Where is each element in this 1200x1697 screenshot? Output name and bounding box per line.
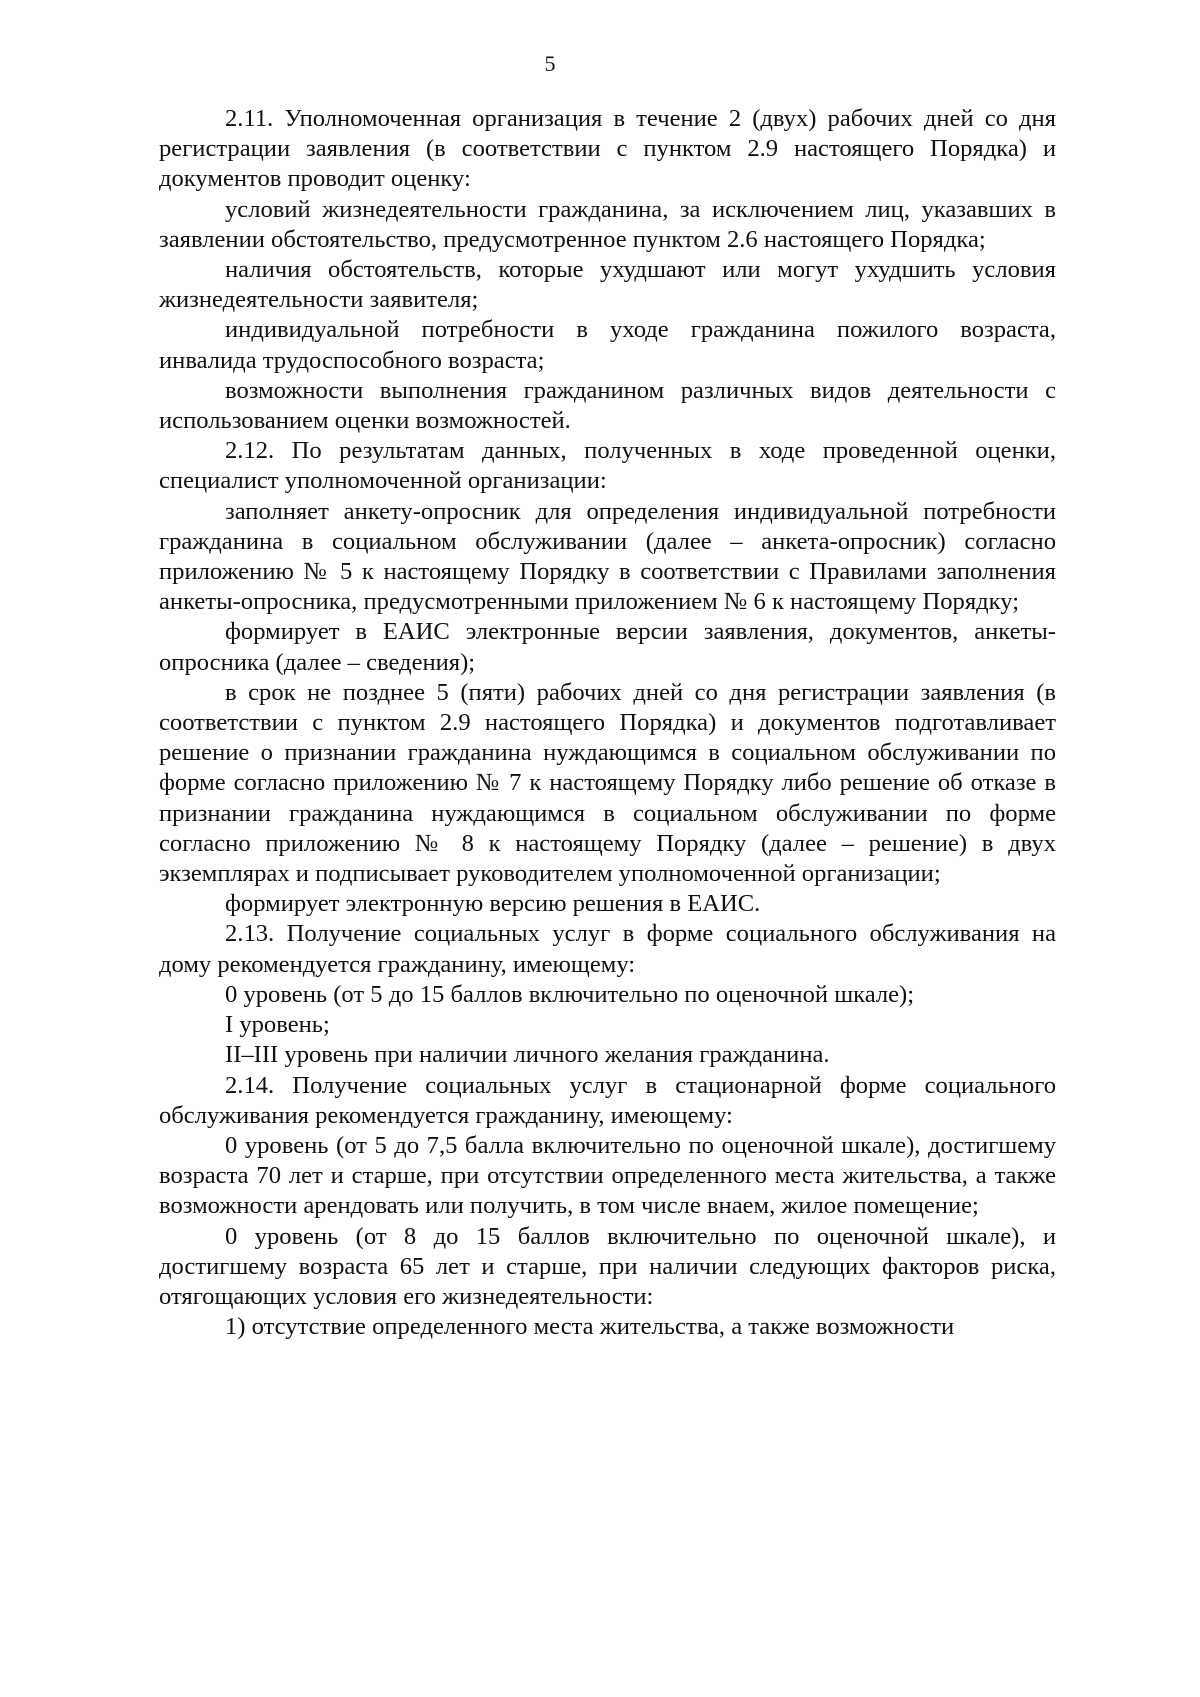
document-body: [159, 104, 1056, 1342]
paragraph-prepares-decision: в срок не позднее 5 (пяти) рабочих дней со дня регистрации заявления (в соответствии с пунктом 2.9 настоящего Порядка) и документов подготавливает решение о признании гражданина нуждающимся в социальном обслуживании по форме согласно приложению № 7 к настоящему Порядку либо решение об отказе в признании гражданина нуждающимся в социальном обслуживании по форме согласно приложению № 8 к настоящему Порядку (далее – решение) в двух экземплярах и подписывает руководителем уполномоченной организации;: [159, 678, 1056, 888]
page-number: 5: [544, 51, 556, 76]
paragraph-level-2-3: II–III уровень при наличии личного желания гражданина.: [225, 1041, 830, 1069]
paragraph-2-12: 2.12. По результатам данных, полученных в ходе проведенной оценки, специалист уполномоченной организации:: [159, 437, 1056, 495]
paragraph-care-need: индивидуальной потребности в уходе гражданина пожилого возраста, инвалида трудоспособного возраста;: [159, 316, 1056, 374]
paragraph-2-13: 2.13. Получение социальных услуг в форме социального обслуживания на дому рекомендуется гражданину, имеющему:: [159, 920, 1056, 978]
paragraph-living-conditions: условий жизнедеятельности гражданина, за исключением лиц, указавших в заявлении обстоятельство, предусмотренное пунктом 2.6 настоящего Порядка;: [159, 195, 1056, 253]
paragraph-level-0-age-65: 0 уровень (от 8 до 15 баллов включительно по оценочной шкале), и достигшему возраста 65 лет и старше, при наличии следующих факторов риска, отягощающих условия его жизнедеятельности:: [159, 1222, 1056, 1310]
paragraph-risk-factor-1: 1) отсутствие определенного места жительства, а также возможности: [225, 1313, 955, 1341]
paragraph-fills-questionnaire: заполняет анкету-опросник для определения индивидуальной потребности гражданина в социальном обслуживании (далее – анкета-опросник) согласно приложению № 5 к настоящему Порядку в соответствии с Правилами заполнения анкеты-опросника, предусмотренными приложением № 6 к настоящему Порядку;: [159, 497, 1056, 616]
paragraph-level-1: I уровень;: [225, 1011, 330, 1039]
paragraph-forms-decision-eais: формирует электронную версию решения в ЕАИС.: [225, 890, 761, 918]
paragraph-level-0-age-70: 0 уровень (от 5 до 7,5 балла включительно по оценочной шкале), достигшему возраста 70 лет и старше, при отсутствии определенного места жительства, а также возможности арендовать или получить, в том числе внаем, жилое помещение;: [159, 1131, 1056, 1220]
paragraph-2-11: 2.11. Уполномоченная организация в течение 2 (двух) рабочих дней со дня регистрации заявления (в соответствии с пунктом 2.9 настоящего Порядка) и документов проводит оценку:: [159, 105, 1056, 193]
paragraph-forms-eais-versions: формирует в ЕАИС электронные версии заявления, документов, анкеты-опросника (далее – сведения);: [159, 618, 1056, 676]
paragraph-circumstances: наличия обстоятельств, которые ухудшают или могут ухудшить условия жизнедеятельности заявителя;: [159, 256, 1056, 314]
paragraph-2-14: 2.14. Получение социальных услуг в стационарной форме социального обслуживания рекомендуется гражданину, имеющему:: [159, 1071, 1056, 1129]
paragraph-level-0-home: 0 уровень (от 5 до 15 баллов включительно по оценочной шкале);: [225, 980, 915, 1008]
paragraph-activity-capability: возможности выполнения гражданином различных видов деятельности с использованием оценки возможностей.: [159, 376, 1056, 435]
